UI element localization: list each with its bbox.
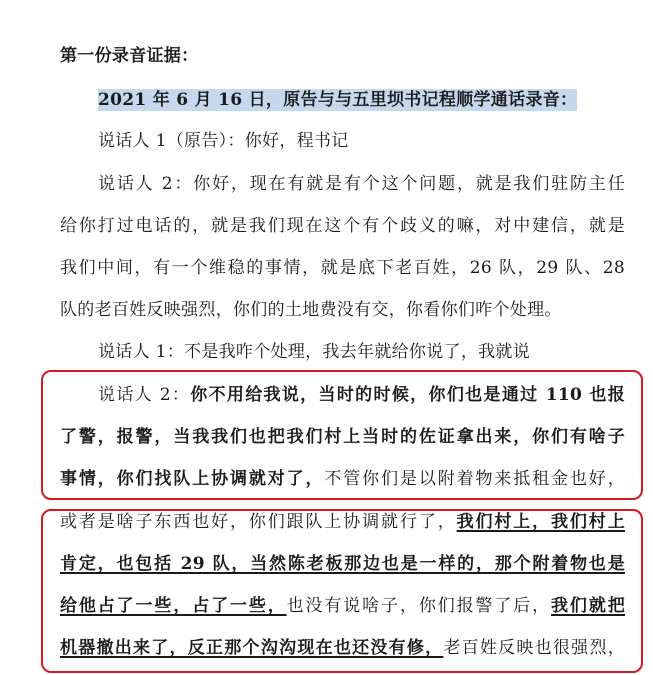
plain-text: 或者是啥子东西也好，你们跟队上协调就行了， (60, 512, 457, 532)
paragraph-line (60, 636, 625, 660)
plain-text: 也没有说啥子，你们报警了后， (286, 596, 552, 616)
underlined-text: 我们村上，我们村上 (456, 512, 625, 532)
paragraph-line: 我们中间，有一个维稳的事情，就是底下老百姓，26 队，29 队、28 (60, 258, 625, 278)
paragraph-line: 队的老百姓反映强烈，你们的土地费没有交，你看你们咋个处理。 (60, 300, 562, 320)
recording-title-text: 2021 年 6 月 16 日，原告与与五里坝书记程顺学通话录音： (98, 90, 578, 110)
paragraph-line: 了警，报警，当我我们也把我们村上当时的佐证拿出来，你们有啥子 (60, 427, 625, 447)
speaker-label: 说话人 2： (98, 385, 191, 405)
paragraph-line (60, 594, 625, 618)
plain-text: 老百姓反映也很强烈， (443, 638, 625, 658)
paragraph-line: 说话人 1：不是我咋个处理，我去年就给你说了，我就说 (98, 342, 531, 362)
paragraph-line: 肯定，也包括 29 队，当然陈老板那边也是一样的，那个附着物也是 (60, 554, 625, 574)
paragraph-line: 说话人 1（原告）：你好，程书记 (98, 131, 349, 151)
paragraph-line (98, 383, 625, 407)
underlined-text: 机器撤出来了，反正那个沟沟现在也还没有修， (60, 638, 444, 658)
recording-title (98, 88, 625, 112)
emphasized-text: 事情，你们找队上协调就对了， (60, 469, 325, 489)
underlined-text: 给他占了一些，占了一些， (60, 596, 287, 616)
emphasized-text: 你不用给我说，当时的时候，你们也是通过 110 也报 (190, 385, 625, 405)
underlined-text: 我们就把 (551, 596, 625, 616)
paragraph-line (60, 510, 625, 534)
paragraph-line (60, 467, 625, 491)
plain-text: 不管你们是以附着物来抵租金也好， (324, 469, 625, 489)
paragraph-line: 给你打过电话的，就是我们现在这个有个歧义的嘛，对中建信，就是 (60, 216, 625, 236)
section-heading: 第一份录音证据： (60, 46, 199, 66)
paragraph-line: 说话人 2：你好，现在有就是有个这个问题，就是我们驻防主任 (98, 174, 625, 194)
